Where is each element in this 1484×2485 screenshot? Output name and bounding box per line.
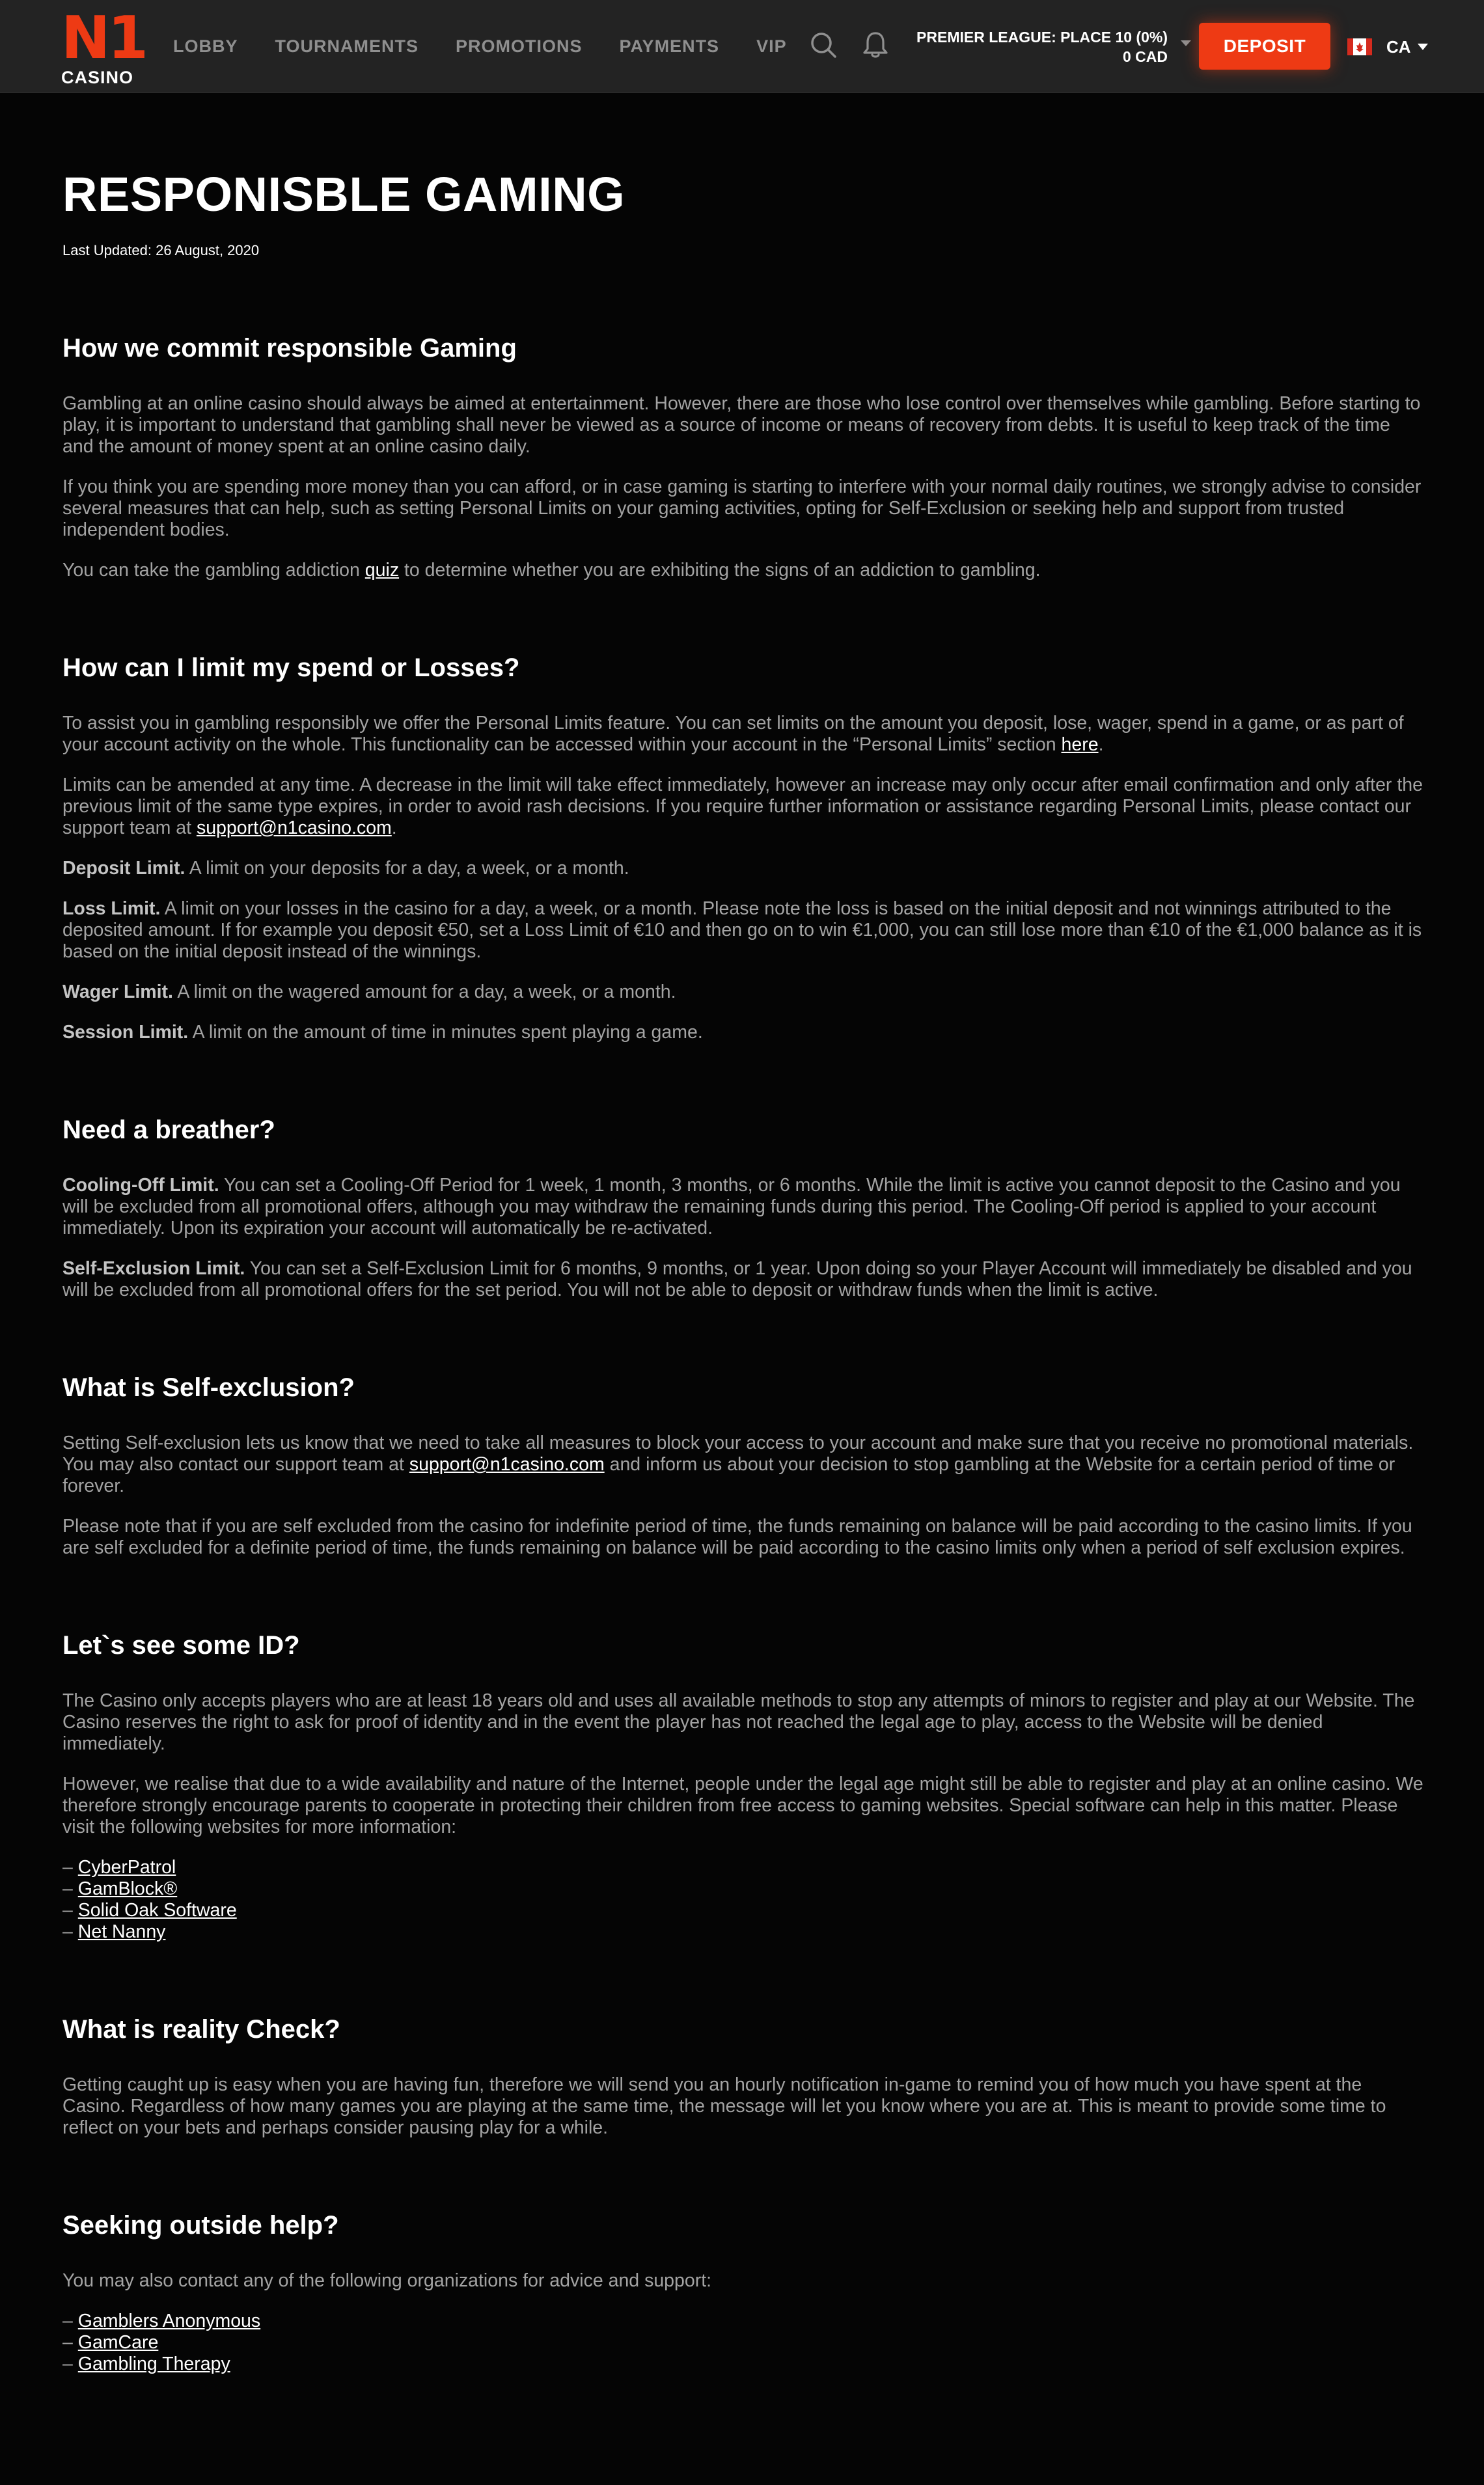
support-email-link[interactable]: support@n1casino.com [196, 817, 392, 838]
paragraph: To assist you in gambling responsibly we offer the Personal Limits feature. You can set limits on the amount you deposit, lose, wager, spend in a game, or as part of your account activity on the whole. This functionality can be accessed within your account in the “Personal Limits” section here. [62, 713, 1404, 755]
logo-wordmark: CASINO [61, 68, 134, 87]
top-header [0, 0, 1484, 93]
list-item: – Gambling Therapy [62, 2354, 230, 2374]
support-email-link[interactable]: support@n1casino.com [409, 1454, 605, 1475]
cooling-off-item: Cooling-Off Limit. You can set a Cooling-Off Period for 1 week, 1 month, 3 months, or 6 months. While the limit is active you cannot deposit to the Casino and you will be excluded from all promotional offers, although you may withdraw the remaining funds during this period. The Cooling-Off period is applied to your account immediately. Upon its expiration your account will automatically be re-activated. [62, 1175, 1401, 1239]
chevron-down-icon [1418, 44, 1428, 50]
section-heading-limits: How can I limit my spend or Losses? [62, 653, 520, 682]
account-status[interactable] [911, 27, 1198, 66]
league-status: PREMIER LEAGUE: PLACE 10 (0%) [916, 29, 1168, 46]
n1-casino-logo[interactable] [61, 4, 146, 87]
list-item: – GamBlock® [62, 1878, 178, 1899]
gamblock-link[interactable]: GamBlock® [77, 1878, 178, 1899]
gambling-therapy-link[interactable]: Gambling Therapy [77, 2354, 230, 2374]
search-icon[interactable] [807, 29, 840, 61]
list-item: – Net Nanny [62, 1921, 166, 1942]
personal-limits-link[interactable]: here [1061, 734, 1099, 755]
paragraph: You may also contact any of the following organizations for advice and support: [62, 2270, 712, 2291]
organizations-list [62, 2311, 1426, 2375]
nav-promotions[interactable]: PROMOTIONS [456, 36, 583, 56]
paragraph: If you think you are spending more money than you can afford, or in case gaming is starting to interfere with your normal daily routines, we strongly advise to consider several measures that can help, such as setting Personal Limits on your gaming activities, opting for Self-Exclusion or seeking help and support from trusted independent bodies. [62, 476, 1422, 540]
paragraph: You can take the gambling addiction quiz to determine whether you are exhibiting the signs of an addiction to gambling. [62, 560, 1041, 581]
paragraph: The Casino only accepts players who are at least 18 years old and uses all available methods to stop any attempts of minors to register and play at our Website. The Casino reserves the right to ask for proof of identity and in the event the player has not reached the legal age to play, access to the Website will be denied immediately. [62, 1690, 1415, 1754]
wager-limit-item: Wager Limit. A limit on the wagered amount for a day, a week, or a month. [62, 982, 676, 1002]
section-heading-breather: Need a breather? [62, 1116, 275, 1144]
net-nanny-link[interactable]: Net Nanny [77, 1921, 166, 1942]
paragraph: Please note that if you are self excluded from the casino for indefinite period of time, the funds remaining on balance will be paid according to the casino limits. If you are self excluded for a definite period of time, the funds remaining on balance will be paid according to the casino limits only when a period of self exclusion expires. [62, 1516, 1412, 1558]
last-updated: Last Updated: 26 August, 2020 [62, 242, 260, 258]
logo-mark: N1 [61, 4, 146, 72]
section-heading-id: Let`s see some ID? [62, 1631, 300, 1660]
gamblers-anonymous-link[interactable]: Gamblers Anonymous [77, 2311, 261, 2331]
nav-lobby[interactable]: LOBBY [173, 36, 238, 56]
paragraph: However, we realise that due to a wide availability and nature of the Internet, people under the legal age might still be able to register and play at an online casino. We therefore strongly encourage parents to cooperate in protecting their children from free access to gaming websites. Special software can help in this matter. Please visit the following websites for more information: [62, 1774, 1423, 1837]
paragraph: Setting Self-exclusion lets us know that we need to take all measures to block your access to your account and make sure that you receive no promotional materials. You may also contact our support team at support@n1casino.com and inform us about your decision to stop gambling at the Website for a certain period of time or forever. [62, 1433, 1414, 1496]
section-heading-commit: How we commit responsible Gaming [62, 334, 517, 363]
nav-vip[interactable]: VIP [756, 36, 787, 56]
chevron-down-icon [1181, 40, 1191, 46]
list-item: – Solid Oak Software [62, 1900, 237, 1921]
paragraph: Gambling at an online casino should always be aimed at entertainment. However, there are those who lose control over themselves while gambling. Before starting to play, it is important to understand that gambling shall never be viewed as a source of income or means of recovery from debts. It is useful to keep track of the time and the amount of money spent at an online casino daily. [62, 393, 1421, 457]
main-nav [173, 0, 824, 92]
self-exclusion-item: Self-Exclusion Limit. You can set a Self-Exclusion Limit for 6 months, 9 months, or 1 year. Upon doing so your Player Account will immediately be disabled and you will be excluded from all promotional offers for the set period. You will not be able to deposit or withdraw funds when the limit is active. [62, 1258, 1412, 1300]
language-code: CA [1386, 36, 1411, 57]
session-limit-item: Session Limit. A limit on the amount of time in minutes spent playing a game. [62, 1022, 703, 1043]
list-item: – CyberPatrol [62, 1857, 176, 1878]
deposit-button[interactable]: DEPOSIT [1199, 23, 1330, 70]
canada-flag-icon [1347, 38, 1372, 55]
nav-tournaments[interactable]: TOURNAMENTS [275, 36, 419, 56]
section-heading-outside-help: Seeking outside help? [62, 2211, 339, 2240]
main-content [62, 92, 1426, 2375]
gamcare-link[interactable]: GamCare [77, 2332, 159, 2353]
list-item: – GamCare [62, 2332, 159, 2353]
deposit-limit-item: Deposit Limit. A limit on your deposits for a day, a week, or a month. [62, 858, 629, 879]
solid-oak-link[interactable]: Solid Oak Software [77, 1900, 237, 1921]
paragraph: Getting caught up is easy when you are having fun, therefore we will send you an hourly notification in-game to remind you of how much you have spent at the Casino. Regardless of how many games you are playing at the same time, the message will let you know where you are at. This is meant to provide some time to reflect on your bets and perhaps consider pausing play for a while. [62, 2074, 1386, 2138]
paragraph: Limits can be amended at any time. A decrease in the limit will take effect immediately, however an increase may only occur after email confirmation and only after the previous limit of the same type expires, in order to avoid rash decisions. If you require further information or assistance regarding Personal Limits, please contact our support team at support@n1casino.com. [62, 775, 1423, 838]
language-selector[interactable] [1347, 34, 1428, 60]
loss-limit-item: Loss Limit. A limit on your losses in the casino for a day, a week, or a month. Please note the loss is based on the initial deposit and not winnings attributed to the deposited amount. If for example you deposit €50, set a Loss Limit of €10 and then go on to win €1,000, you can still lose more than €10 of the €1,000 balance as it is based on the initial deposit instead of the winnings. [62, 898, 1422, 962]
section-heading-reality-check: What is reality Check? [62, 2015, 340, 2044]
list-item: – Gamblers Anonymous [62, 2311, 261, 2331]
balance: 0 CAD [1122, 48, 1168, 65]
nav-payments[interactable]: PAYMENTS [619, 36, 720, 56]
software-links-list [62, 1857, 1426, 1943]
bell-icon[interactable] [859, 29, 892, 61]
quiz-link[interactable]: quiz [364, 560, 400, 581]
section-heading-self-exclusion: What is Self-exclusion? [62, 1373, 355, 1402]
page-title: RESPONISBLE GAMING [62, 167, 625, 221]
cyberpatrol-link[interactable]: CyberPatrol [77, 1857, 176, 1878]
